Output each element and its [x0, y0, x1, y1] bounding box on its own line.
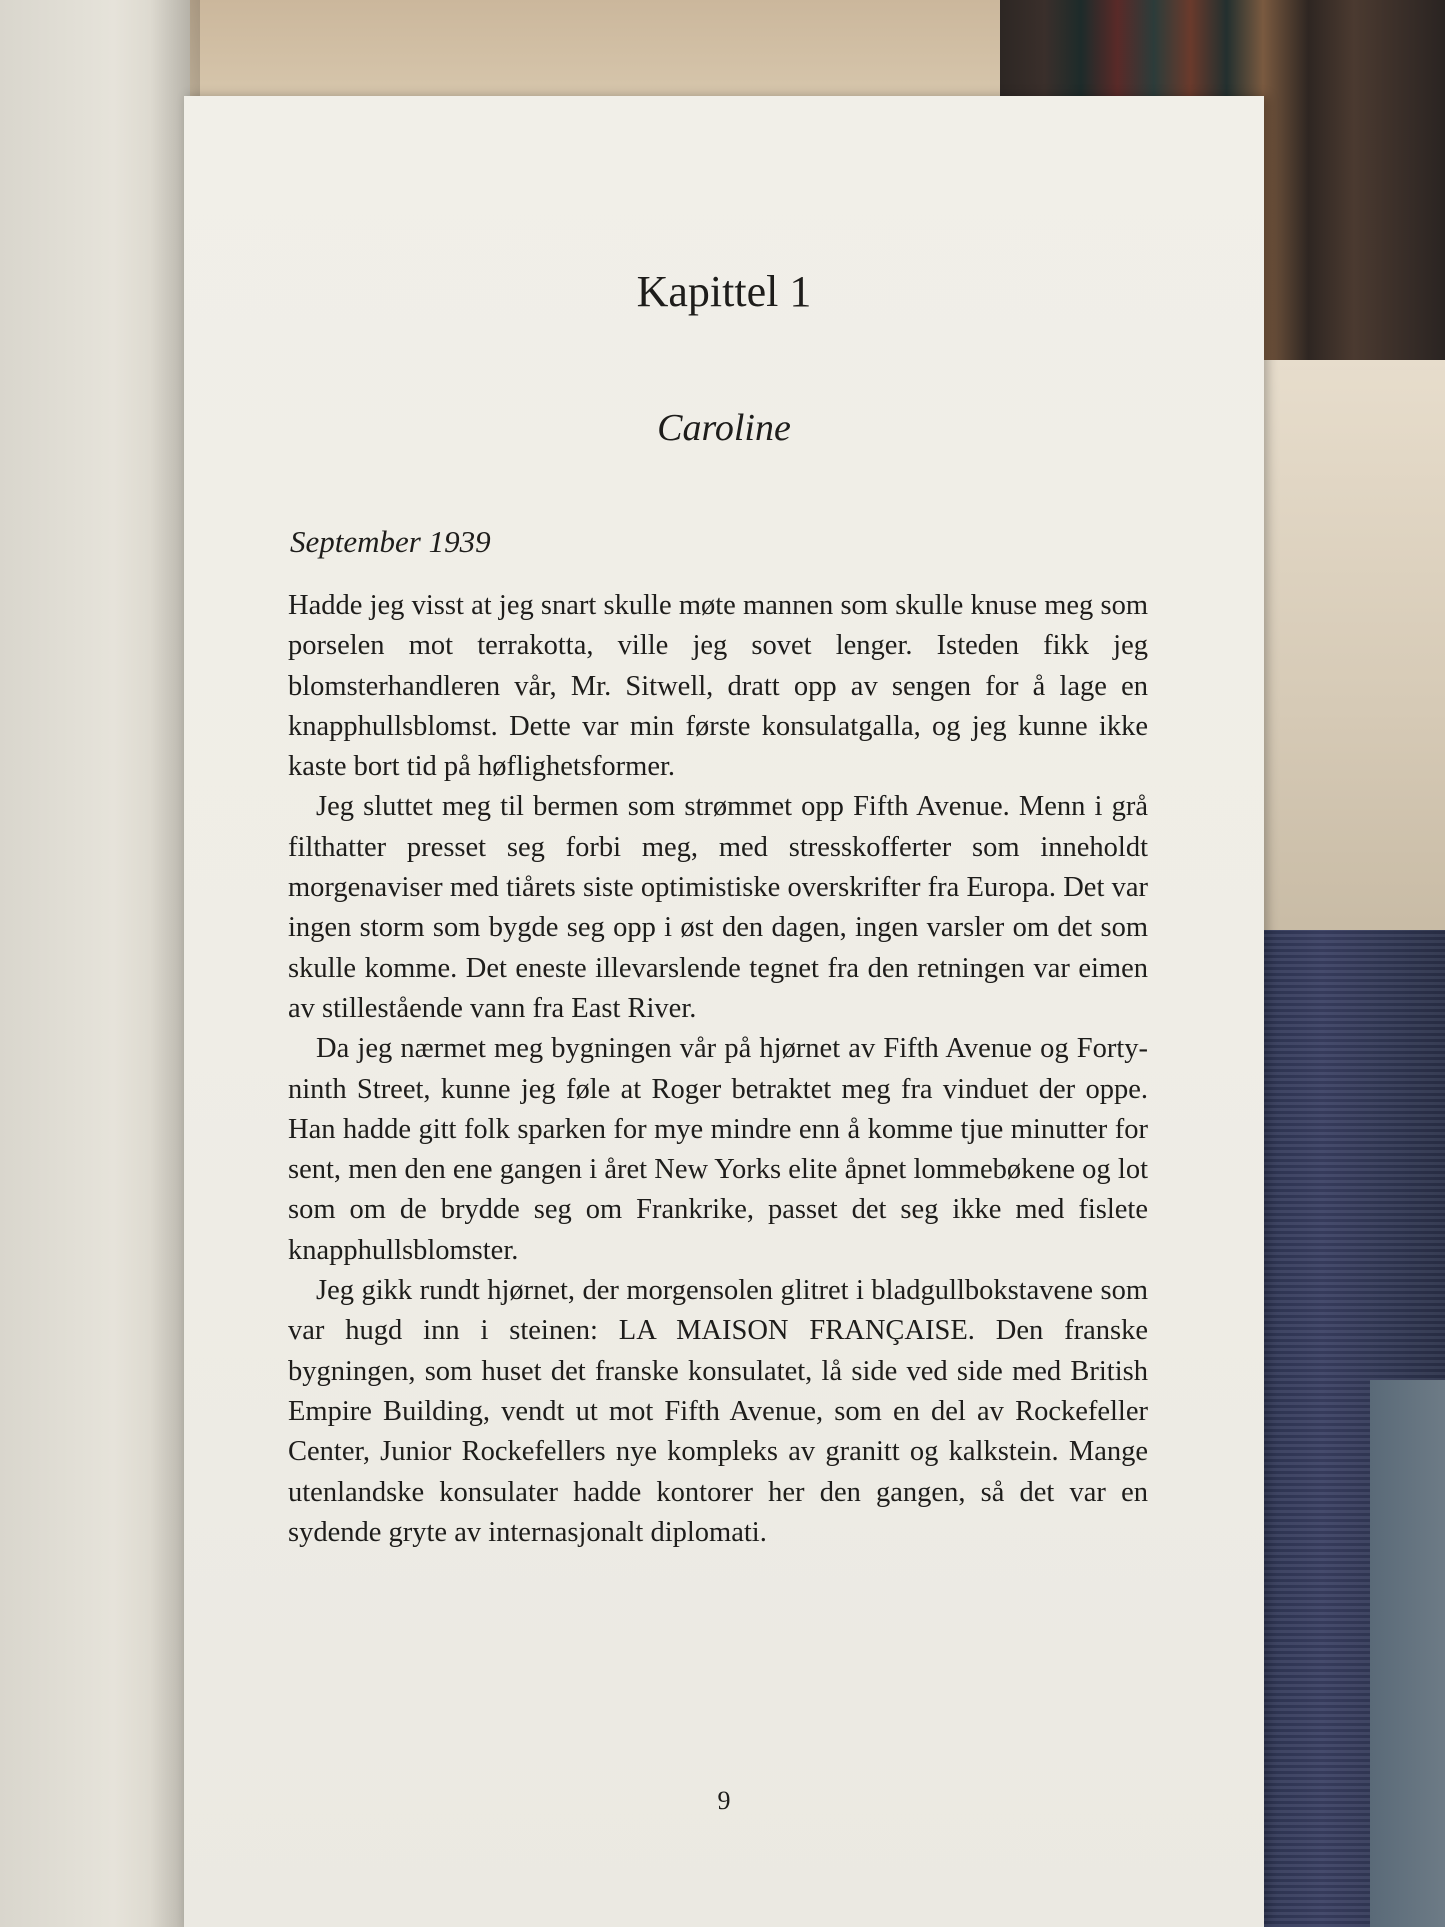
- chapter-body: [288, 586, 1148, 1553]
- chapter-dateline: September 1939: [290, 524, 491, 559]
- book-page: [184, 96, 1264, 1927]
- chapter-title: Kapittel 1: [636, 267, 812, 316]
- paragraph-4: Jeg gikk rundt hjørnet, der morgensolen glitret i bladgullbokstavene som var hugd inn i steinen: LA MAISON FRANÇAISE. Den franske bygningen, som huset det franske konsulatet, lå side ved side med British Empire Building, vendt ut mot Fifth Avenue, som en del av Rockefeller Center, Junior Rockefellers nye kompleks av granitt og kalkstein. Mange utenlandske konsulater hadde kontorer her den gangen, så det var en sydende gryte av internasjonalt diplomati.: [288, 1275, 1148, 1548]
- placemat-edge: [1370, 1380, 1445, 1927]
- paragraph-2: Jeg sluttet meg til bermen som strømmet opp Fifth Avenue. Menn i grå filthatter presset seg forbi meg, med stresskofferter som inneholdt morgenaviser med tiårets siste optimistiske overskrifter fra Europa. Det var ingen storm som bygde seg opp i øst den dagen, ingen varsler om det som skulle komme. Det eneste illevarslende tegnet fra den retningen var eimen av stillestående vann fra East River.: [288, 791, 1148, 1024]
- paragraph-3: Da jeg nærmet meg bygningen vår på hjørnet av Fifth Avenue og Forty-ninth Street, kunne jeg føle at Roger betraktet meg fra vinduet der oppe. Han hadde gitt folk sparken for mye mindre enn å komme tjue minutter for sent, men den ene gangen i året New Yorks elite åpnet lommebøkene og lot som om de brydde seg om Frankrike, passet det seg ikke med fislete knapphullsblomster.: [288, 1033, 1148, 1266]
- paragraph-1: Hadde jeg visst at jeg snart skulle møte mannen som skulle knuse meg som porselen mot terrakotta, ville jeg sovet lenger. Isteden fikk jeg blomsterhandleren vår, Mr. Sitwell, dratt opp av sengen for å lage en knapphullsblomst. Dette var min første konsulatgalla, og jeg kunne ikke kaste bort tid på høflighetsformer.: [288, 590, 1148, 783]
- chapter-pov-name: Caroline: [657, 407, 791, 449]
- page-number: 9: [717, 1786, 731, 1815]
